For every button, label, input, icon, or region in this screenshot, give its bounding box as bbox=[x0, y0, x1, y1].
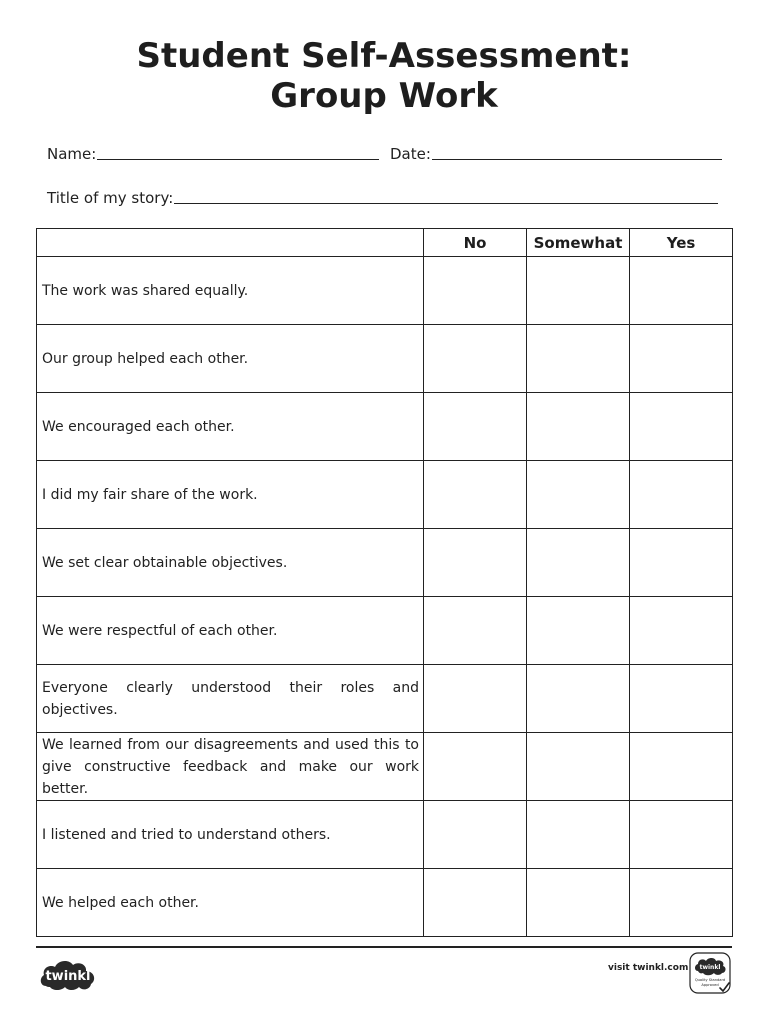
statement-cell: We learned from our disagreements and used this to give constructive feedback and make our work better. bbox=[37, 733, 424, 801]
statement-cell: We set clear obtainable objectives. bbox=[37, 529, 424, 597]
table-row bbox=[37, 461, 733, 529]
no-cell[interactable] bbox=[424, 597, 527, 665]
date-field[interactable] bbox=[390, 145, 722, 163]
header-statement bbox=[37, 229, 424, 257]
logo-text: twinkl bbox=[45, 969, 91, 984]
story-title-field[interactable] bbox=[47, 189, 718, 207]
story-title-label: Title of my story: bbox=[47, 189, 174, 207]
assessment-table bbox=[36, 228, 733, 937]
quality-standard-badge-icon bbox=[689, 952, 731, 994]
somewhat-cell[interactable] bbox=[527, 801, 630, 869]
page-title bbox=[0, 36, 768, 116]
somewhat-cell[interactable] bbox=[527, 869, 630, 937]
statement-cell: Our group helped each other. bbox=[37, 325, 424, 393]
badge-brand-text: twinkl bbox=[699, 964, 721, 971]
badge-line-1: Quality Standard bbox=[694, 978, 726, 982]
yes-cell[interactable] bbox=[630, 665, 733, 733]
yes-cell[interactable] bbox=[630, 325, 733, 393]
yes-cell[interactable] bbox=[630, 529, 733, 597]
somewhat-cell[interactable] bbox=[527, 665, 630, 733]
name-label: Name: bbox=[47, 145, 97, 163]
header-somewhat: Somewhat bbox=[527, 229, 630, 257]
table-row bbox=[37, 733, 733, 801]
statement-cell: I did my fair share of the work. bbox=[37, 461, 424, 529]
yes-cell[interactable] bbox=[630, 869, 733, 937]
no-cell[interactable] bbox=[424, 869, 527, 937]
yes-cell[interactable] bbox=[630, 257, 733, 325]
table-row bbox=[37, 325, 733, 393]
no-cell[interactable] bbox=[424, 461, 527, 529]
table-row bbox=[37, 665, 733, 733]
somewhat-cell[interactable] bbox=[527, 733, 630, 801]
somewhat-cell[interactable] bbox=[527, 597, 630, 665]
name-field[interactable] bbox=[47, 145, 379, 163]
no-cell[interactable] bbox=[424, 325, 527, 393]
somewhat-cell[interactable] bbox=[527, 461, 630, 529]
somewhat-cell[interactable] bbox=[527, 257, 630, 325]
no-cell[interactable] bbox=[424, 665, 527, 733]
statement-cell: We encouraged each other. bbox=[37, 393, 424, 461]
footer-divider bbox=[36, 946, 732, 948]
no-cell[interactable] bbox=[424, 733, 527, 801]
story-title-line[interactable] bbox=[174, 202, 718, 204]
yes-cell[interactable] bbox=[630, 801, 733, 869]
table-row bbox=[37, 801, 733, 869]
no-cell[interactable] bbox=[424, 529, 527, 597]
visit-website-link[interactable]: visit twinkl.com bbox=[608, 963, 689, 973]
somewhat-cell[interactable] bbox=[527, 325, 630, 393]
statement-cell: The work was shared equally. bbox=[37, 257, 424, 325]
page-title-line-2: Group Work bbox=[270, 76, 498, 116]
name-line[interactable] bbox=[97, 158, 379, 160]
statement-cell: Everyone clearly understood their roles and objectives. bbox=[37, 665, 424, 733]
statement-cell: I listened and tried to understand others. bbox=[37, 801, 424, 869]
yes-cell[interactable] bbox=[630, 393, 733, 461]
table-row bbox=[37, 529, 733, 597]
somewhat-cell[interactable] bbox=[527, 393, 630, 461]
table-row bbox=[37, 597, 733, 665]
statement-cell: We helped each other. bbox=[37, 869, 424, 937]
table-row bbox=[37, 257, 733, 325]
statement-cell: We were respectful of each other. bbox=[37, 597, 424, 665]
table-row bbox=[37, 393, 733, 461]
yes-cell[interactable] bbox=[630, 461, 733, 529]
date-line[interactable] bbox=[432, 158, 722, 160]
header-yes: Yes bbox=[630, 229, 733, 257]
badge-line-2: Approved bbox=[701, 983, 719, 987]
yes-cell[interactable] bbox=[630, 733, 733, 801]
table-row bbox=[37, 869, 733, 937]
no-cell[interactable] bbox=[424, 257, 527, 325]
date-label: Date: bbox=[390, 145, 431, 163]
somewhat-cell[interactable] bbox=[527, 529, 630, 597]
twinkl-logo-icon[interactable] bbox=[38, 956, 98, 992]
header-no: No bbox=[424, 229, 527, 257]
no-cell[interactable] bbox=[424, 393, 527, 461]
table-header-row bbox=[37, 229, 733, 257]
page-title-line-1: Student Self-Assessment: bbox=[136, 36, 632, 76]
no-cell[interactable] bbox=[424, 801, 527, 869]
yes-cell[interactable] bbox=[630, 597, 733, 665]
